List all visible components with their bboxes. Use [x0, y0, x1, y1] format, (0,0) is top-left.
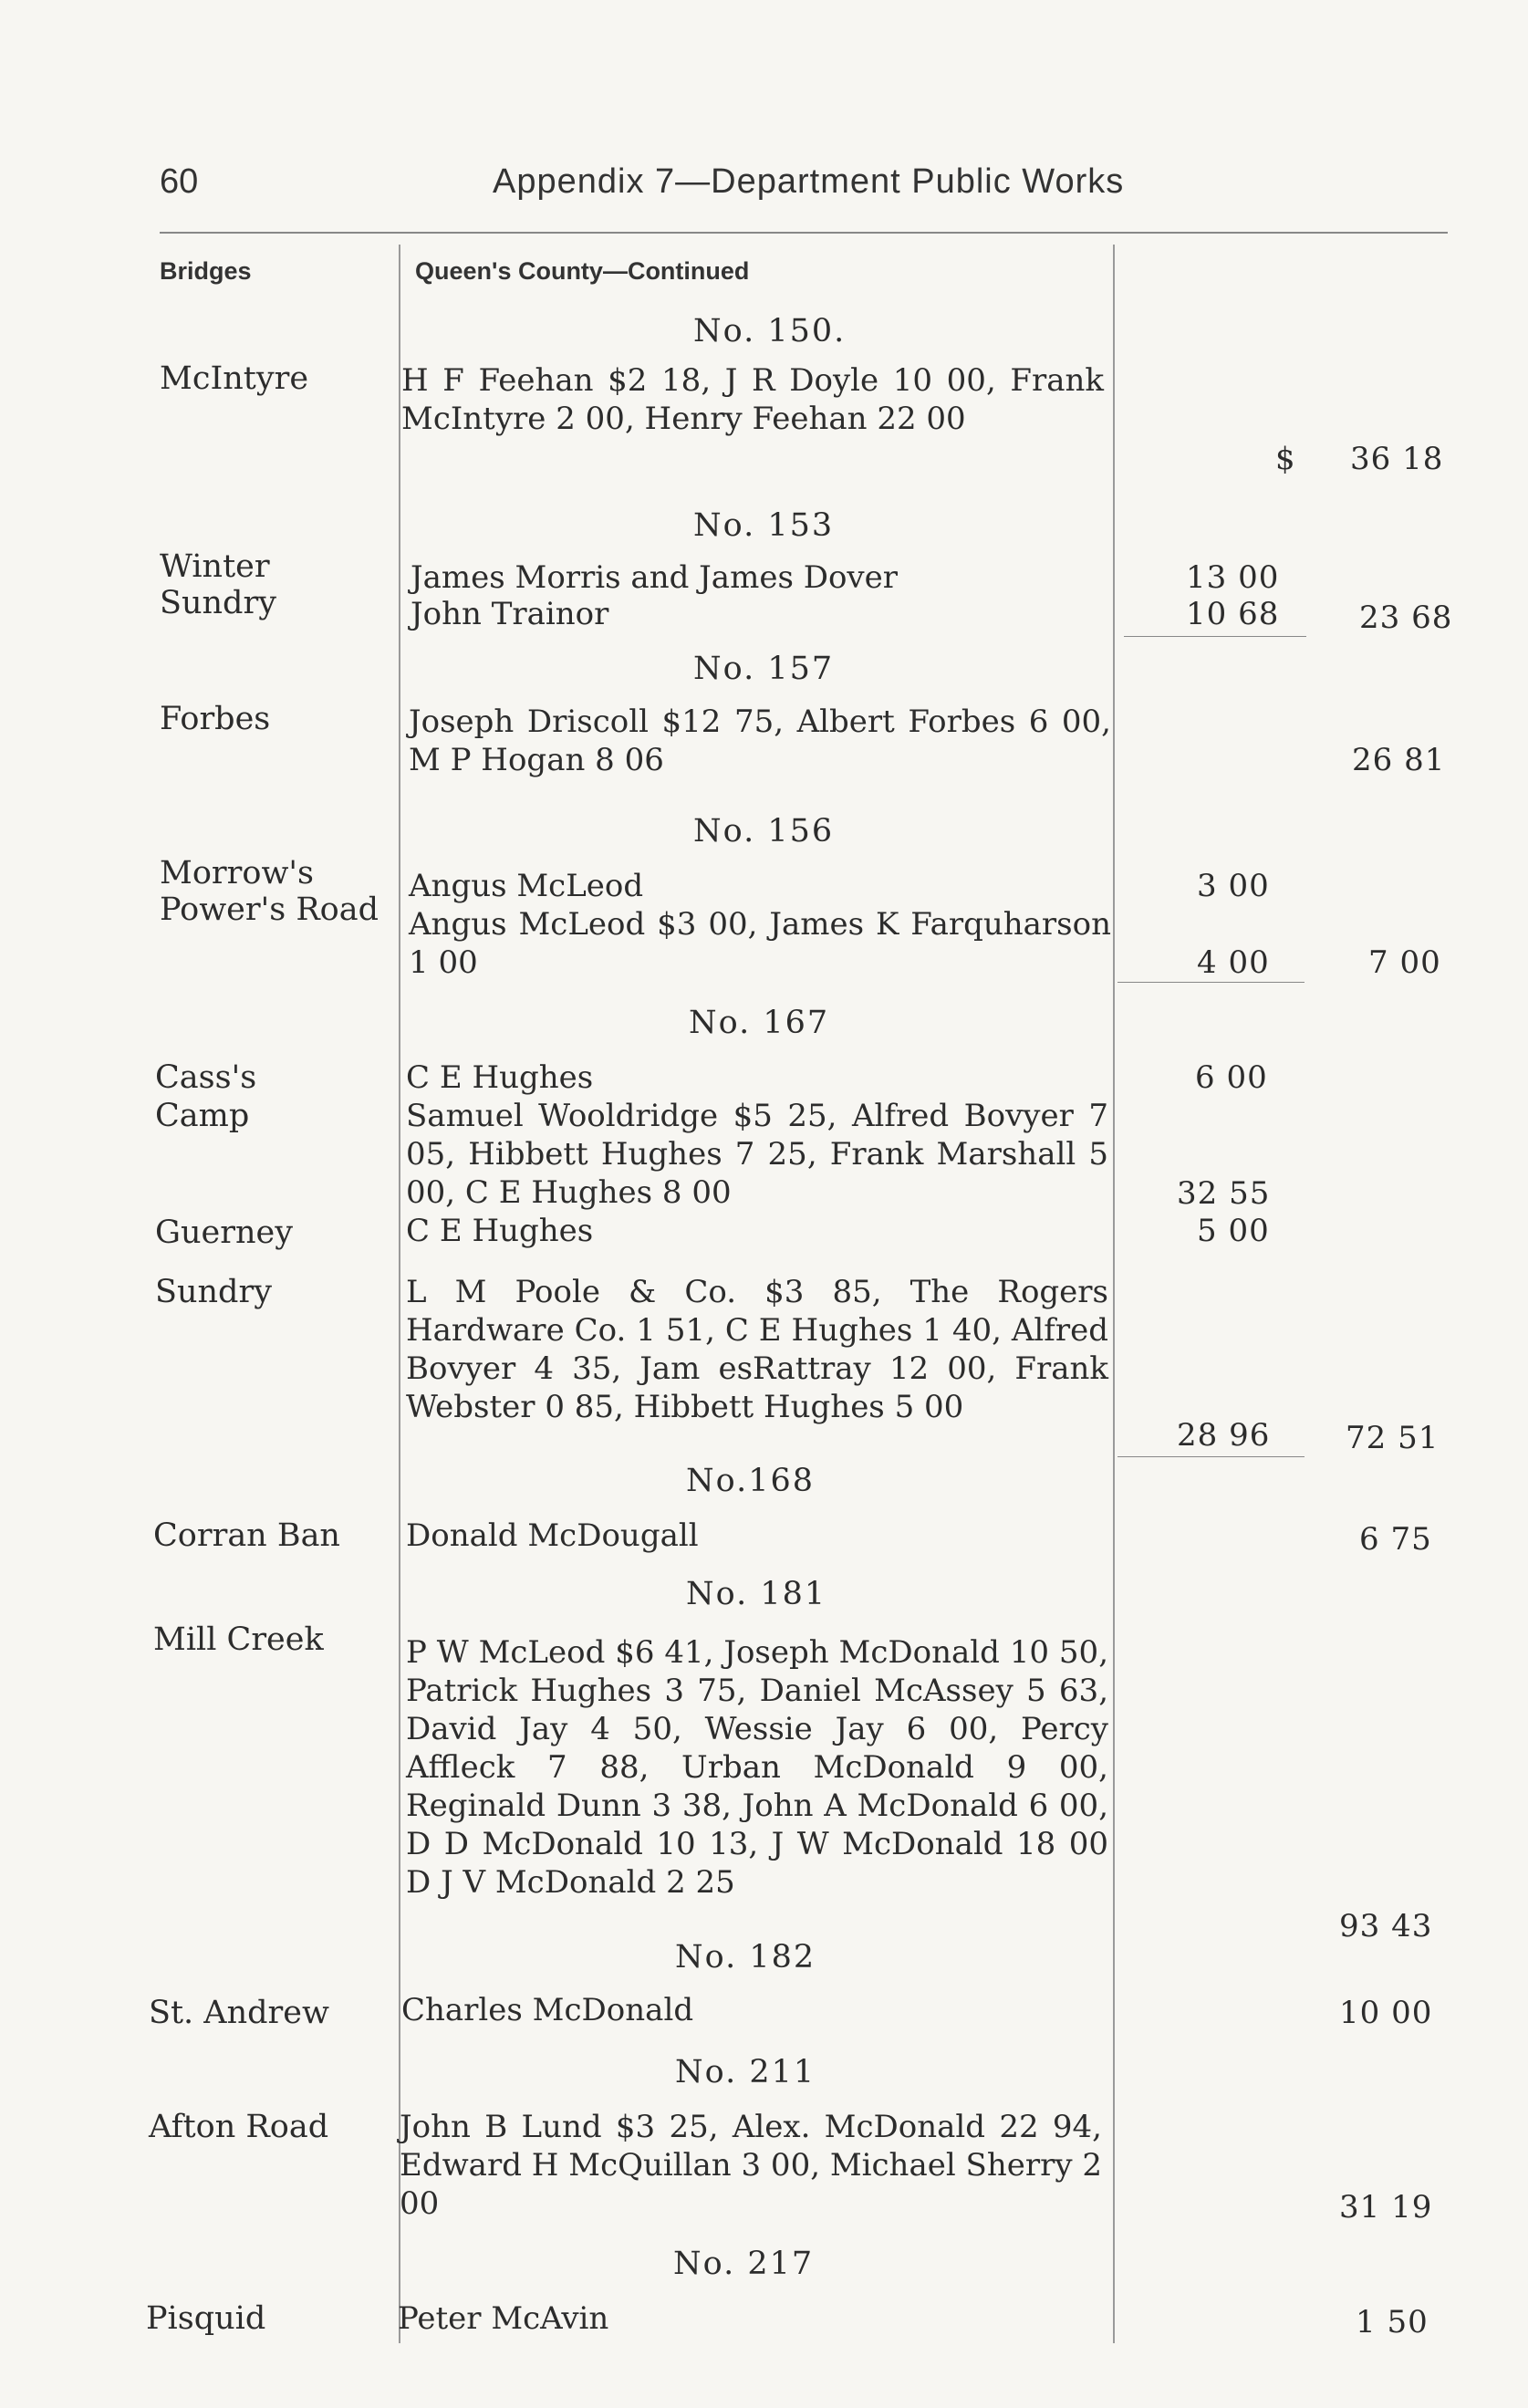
entry-subtotal: 5 00	[1197, 1213, 1270, 1249]
bridge-name: Pisquid	[146, 2300, 266, 2337]
entry-subtotal: 13 00	[1186, 559, 1280, 596]
entry-total: 23 68	[1359, 599, 1453, 636]
bridge-name: Sundry	[155, 1274, 272, 1310]
bridge-name: Winter	[160, 548, 270, 585]
entry-total: 10 00	[1339, 1995, 1433, 2031]
bridge-name: Mill Creek	[153, 1621, 324, 1658]
subtotal-rule	[1117, 982, 1305, 983]
entry-description: Angus McLeod	[409, 868, 644, 904]
entry-description: James Morris and James Dover	[411, 559, 899, 596]
section-number: No. 157	[693, 651, 835, 687]
bridge-name: Corran Ban	[153, 1517, 340, 1554]
entry-description: Samuel Wooldridge $5 25, Alfred Bovyer 7 05, Hibbett Hughes 7 25, Frank Marshall 5 00, C E Hughes 8 00	[406, 1098, 1108, 1211]
bridge-name: Camp	[155, 1098, 250, 1134]
subtotal-rule	[1117, 1456, 1305, 1457]
section-number: No. 217	[673, 2246, 815, 2282]
entry-description: John Trainor	[411, 596, 609, 632]
entry-total: 93 43	[1339, 1908, 1433, 1944]
entry-subtotal: 28 96	[1177, 1417, 1271, 1454]
entry-subtotal: 3 00	[1197, 868, 1270, 904]
entry-total: 26 81	[1352, 742, 1446, 778]
entry-description: C E Hughes	[406, 1059, 594, 1096]
column-header-bridges: Bridges	[160, 257, 252, 285]
entry-total: 6 75	[1359, 1521, 1432, 1558]
bridge-name: St. Andrew	[149, 1995, 329, 2031]
section-number: No. 211	[675, 2054, 816, 2090]
entry-total: 7 00	[1368, 944, 1441, 981]
section-number: No.168	[686, 1463, 816, 1499]
entry-total: 36 18	[1350, 441, 1444, 477]
entry-description: Charles McDonald	[401, 1992, 694, 2028]
entry-description: P W McLeod $6 41, Joseph McDonald 10 50, Patrick Hughes 3 75, Daniel McAssey 5 63, David Jay 4 50, Wessie Jay 6 00, Percy Affleck 7 88, Urban McDonald 9 00, Reginald Dunn 3 38, John A McDonald 6 00, D D McDonald 10 13, J W McDonald 18 00 D J V McDonald 2 25	[406, 1634, 1108, 1901]
section-number: No. 167	[689, 1005, 830, 1041]
bridge-name: Cass's	[155, 1059, 257, 1096]
page-number: 60	[160, 162, 199, 201]
entry-description: Peter McAvin	[398, 2300, 609, 2337]
entry-description: H F Feehan $2 18, J R Doyle 10 00, Frank McIntyre 2 00, Henry Feehan 22 00	[401, 362, 1104, 437]
entry-total: 1 50	[1356, 2304, 1429, 2340]
column-divider-left	[399, 245, 400, 2343]
section-number: No. 181	[686, 1576, 827, 1612]
entry-description: C E Hughes	[406, 1213, 594, 1249]
entry-subtotal: 6 00	[1195, 1059, 1268, 1096]
header-rule	[160, 232, 1448, 234]
section-number: No. 150.	[693, 313, 847, 349]
subtotal-rule	[1124, 636, 1306, 637]
section-number: No. 153	[693, 507, 835, 544]
entry-subtotal: 4 00	[1197, 944, 1270, 981]
bridge-name: Sundry	[160, 585, 276, 621]
section-number: No. 182	[675, 1939, 816, 1975]
bridge-name: Guerney	[155, 1214, 293, 1251]
entry-total: 31 19	[1339, 2189, 1433, 2226]
entry-subtotal: 32 55	[1177, 1175, 1271, 1212]
entry-description: Donald McDougall	[406, 1517, 699, 1554]
bridge-name: Morrow's	[160, 855, 314, 891]
column-header-county: Queen's County—Continued	[415, 257, 750, 285]
entry-description: Joseph Driscoll $12 75, Albert Forbes 6 00, M P Hogan 8 06	[409, 704, 1111, 778]
bridge-name: Forbes	[160, 701, 271, 737]
bridge-name: Afton Road	[149, 2109, 329, 2145]
entry-description: John B Lund $3 25, Alex. McDonald 22 94, Edward H McQuillan 3 00, Michael Sherry 2 00	[400, 2109, 1102, 2222]
entry-description: L M Poole & Co. $3 85, The Rogers Hardware Co. 1 51, C E Hughes 1 40, Alfred Bovyer 4 35, Jam esRattray 12 00, Frank Webster 0 85, Hibbett Hughes 5 00	[406, 1274, 1108, 1425]
column-divider-right	[1113, 245, 1115, 2343]
bridge-name: McIntyre	[160, 360, 309, 397]
dollar-sign: $	[1275, 441, 1296, 477]
page-title: Appendix 7—Department Public Works	[493, 162, 1125, 201]
entry-subtotal: 10 68	[1186, 596, 1280, 632]
bridge-name: Power's Road	[160, 891, 379, 928]
entry-total: 72 51	[1346, 1420, 1440, 1456]
entry-description: Angus McLeod $3 00, James K Farquharson 1 00	[409, 906, 1111, 981]
section-number: No. 156	[693, 813, 835, 850]
